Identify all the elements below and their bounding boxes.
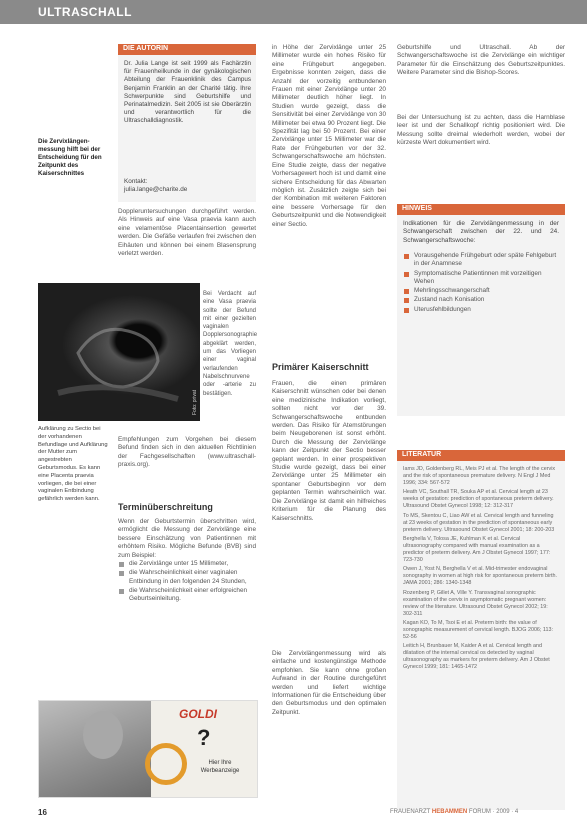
literature-entry: Iams JD, Goldenberg RL, Meis PJ et al. The length of the cervix and the risk of spontaneous premature delivery. N Engl J Med 1996; 334: 567-572 bbox=[403, 466, 556, 487]
ad-pacifier-icon bbox=[145, 743, 187, 785]
hinweis-bullet: Vorausgehende Frühgeburt oder späte Fehlgeburt in der Anamnese bbox=[403, 252, 559, 269]
hinweis-bullet: Zustand nach Konisation bbox=[403, 296, 559, 304]
termin-bullet-list bbox=[118, 560, 256, 604]
termin-bullet: die Wahrscheinlichkeit einer erfolgreichen Geburtseinleitung. bbox=[118, 587, 256, 604]
col1-wrap-text: Bei Verdacht auf eine Vasa praevia sollte der Befund mit einer gezielten vaginalen Dopplersonographie abgeklärt werden, um das Vorliegen einer vaginal verlaufenden Nabelschnurvene oder -arterie zu bestätigen. bbox=[203, 291, 258, 397]
col2-p2: Frauen, die einen primären Kaiserschnitt wünschen oder bei denen eine medizinische Indikation vorliegt, sollten nicht vor der 39. Schwangerschaftswoche entbunden werden. Das Risiko für Atemstörungen beim Neugeborenen ist sonst erhöht. Durch die Messung der Zervixlänge kann der Zeitpunkt der Sectio besser geplant werden. In einer prospektiven Studie wurde gezeigt, dass bei einer Zervixlänge unter 25 Millimeter ein spontaner Geburtsbeginn vor dem geplanten Termin wahrscheinlich war. Die Zervixlänge ist damit ein hilfreiches Kriterium für die Planung des Kaiserschnitts. bbox=[272, 380, 386, 522]
hinweis-title: HINWEIS bbox=[397, 204, 565, 215]
journal-suffix: FORUM · 2009 · 4 bbox=[468, 809, 519, 815]
literature-entry: Heath VC, Southall TR, Souka AP et al. Cervical length at 23 weeks of gestation: prediction of spontaneous preterm delivery. Ultrasound Obstet Gynecol 1998; 12: 312-317 bbox=[403, 489, 554, 510]
col1-intro: Doppleruntersuchungen durchgeführt werden. Als Hinweis auf eine Vasa praevia kann auch eine velamentöse Placentainsertion gewertet werden. Die Gefäße verlaufen frei zwischen den Eihäuten und können bei einem Blasensprung verletzt werden. bbox=[118, 208, 256, 258]
section-header bbox=[0, 0, 587, 24]
heading-terminueberschreitung: Terminüberschreitung bbox=[118, 502, 213, 512]
literature-list bbox=[403, 466, 559, 674]
ad-person-photo bbox=[39, 701, 151, 797]
journal-footer bbox=[390, 809, 518, 815]
heading-primaerer-kaiserschnitt: Primärer Kaiserschnitt bbox=[272, 362, 369, 372]
hinweis-bullet-list bbox=[403, 252, 559, 315]
ad-text: Hier Ihre Werbeanzeige bbox=[200, 760, 240, 774]
termin-bullet: die Zervixlänge unter 15 Millimeter, bbox=[118, 560, 256, 568]
ultrasound-overlay bbox=[38, 283, 200, 421]
literature-title: LITERATUR bbox=[397, 450, 565, 461]
col1-tail: Empfehlungen zum Vorgehen bei diesem Befund finden sich in den aktuellen Richtlinien der Fachgesellschaften (www.ultraschall-praxis.org). bbox=[118, 436, 256, 469]
journal-highlight: HEBAMMEN bbox=[431, 809, 468, 815]
image-caption: Aufklärung zu Sectio bei der vorhandenen Befundlage und Aufklärung der Mutter zum angestrebten Geburtsmodus. Es kann eine Placenta praevia vorliegen, die bei einer vaginalen Entbindung gefährlich werden kann. bbox=[38, 426, 108, 503]
literature-entry: Leitich H, Brunbauer M, Kaider A et al. Cervical length and dilatation of the internal cervical os detected by vaginal ultrasonography as markers for preterm delivery. Am J Obstet Gynecol 1999; 181: 1465-1472 bbox=[403, 643, 550, 671]
page-number: 16 bbox=[38, 808, 47, 817]
literature-entry: Kagan KO, To M, Tsoi E et al. Preterm birth: the value of sonographic measurement of cervical length. BJOG 2006; 113: 52-56 bbox=[403, 619, 554, 641]
col1-termin-text: Wenn der Geburtstermin überschritten wird, ermöglicht die Messung der Zervixlänge eine bessere Einschätzung von Patientinnen mit erhöhtem Risiko. Mögliche Befunde (BVB) sind zum Beispiel: bbox=[118, 518, 256, 559]
author-bio: Dr. Julia Lange ist seit 1999 als Fachärztin für Frauenheilkunde in der gynäkologischen Abteilung der Frauenklinik des Campus Benjamin Franklin an der Charité tätig. Ihre Schwerpunkte sind Geburtshilfe und Perinatalmedizin. Seit 2005 ist sie Oberärztin und verantwortlich für die Ultraschalldiagnostik. bbox=[124, 60, 251, 125]
ad-face bbox=[83, 711, 123, 759]
sidebar-caption: Die Zervixlängen-messung hilft bei der Entscheidung für den Zeitpunkt des Kaiserschnittes bbox=[38, 138, 102, 177]
literature-entry: Owen J, Yost N, Berghella V et al. Mid-trimester endovaginal sonography in women at high risk for spontaneous preterm birth. JAMA 2001; 286: 1340-1348 bbox=[403, 566, 558, 587]
author-contact-label: Kontakt: bbox=[124, 178, 148, 185]
hinweis-intro: Indikationen für die Zervixlängenmessung in der Schwangerschaft zwischen der 22. und 24. Schwangerschaftswoche: bbox=[403, 220, 559, 244]
hinweis-bullet: Symptomatische Patientinnen mit vorzeitigen Wehen bbox=[403, 270, 559, 287]
col2-p1: in Höhe der Zervixlänge unter 25 Millimeter wurde ein hohes Risiko für eine Frühgeburt angegeben. Ergebnisse konnten zeigen, dass die Anzahl der vorzeitig entbundenen Frauen mit einer Zervixlänge unter 20 Millimeter deutlich höher liegt. In Studien wurde gezeigt, dass die Sensitivität bei einer Zervixlänge von 30 Millimeter bei etwa 90 Prozent liegt. Die Spezifität lag bei 50 Prozent. Bei einer Zervixlänge unter 15 Millimeter war die Rate der Frühgeburten vor der 32. Schwangerschaftswoche am höchsten. Eine Studie zeigte, dass der negative Vorhersagewert hoch ist und damit eine sichere Entscheidung für das Abwarten möglich ist. Zusätzlich zeigte sich bei der Kombination mit weiteren Faktoren eine bessere Vorhersage für den Geburtszeitpunkt und die Notwendigkeit einer Sectio. bbox=[272, 44, 386, 228]
author-box-title: DIE AUTORIN bbox=[118, 44, 256, 55]
advertisement[interactable] bbox=[38, 700, 258, 798]
author-email[interactable]: julia.lange@charite.de bbox=[124, 186, 188, 193]
literature-box bbox=[397, 450, 565, 810]
hinweis-bullet: Uterusfehlbildungen bbox=[403, 306, 559, 314]
literature-entry: Berghella V, Tolosa JE, Kuhlman K et al. Cervical ultrasonography compared with manual examination as a predictor of preterm delivery. Am J Obstet Gynecol 1997; 177: 723-730 bbox=[403, 535, 551, 564]
journal-prefix: FRAUENARZT bbox=[390, 809, 431, 815]
col2-p3: Die Zervixlängenmessung wird als einfache und kostengünstige Methode empfohlen. Sie kann ohne großen Aufwand in der Routine durchgeführt werden und liefert wichtige Informationen für die Entscheidung über den Geburtsmodus und den optimalen Zeitpunkt. bbox=[272, 650, 386, 716]
ultrasound-image bbox=[38, 283, 200, 421]
col3-p1: Geburtshilfe und Ultraschall. Ab der Schwangerschaftswoche ist die Zervixlänge ein wichtiger Parameter für die Einschätzung des Geburtszeitpunktes. Weitere Parameter sind die Bishop-Scores. bbox=[397, 44, 565, 77]
termin-bullet: die Wahrscheinlichkeit einer vaginalen Entbindung in den folgenden 24 Stunden, bbox=[118, 569, 256, 586]
literature-entry: To MS, Skentou C, Liao AW et al. Cervical length and funneling at 23 weeks of gestation in the prediction of spontaneous early preterm delivery. Ultrasound Obstet Gynecol 2001; 18: 200-203 bbox=[403, 512, 555, 533]
hinweis-bullet: Mehrlingsschwangerschaft bbox=[403, 287, 559, 295]
photo-credit: Foto: privat bbox=[192, 389, 198, 415]
ad-symbol: ? bbox=[197, 725, 211, 750]
ad-brand: GOLDI bbox=[179, 707, 217, 721]
col3-p2: Bei der Untersuchung ist zu achten, dass die Harnblase leer ist und der Schallkopf richtig positioniert wird. Die Messung sollte dreimal wiederholt werden, wobei der kürzeste Wert dokumentiert wird. bbox=[397, 114, 565, 147]
literature-entry: Rozenberg P, Gillet A, Ville Y. Transvaginal sonographic examination of the cervix in asymptomatic pregnant women: review of the literature. Ultrasound Obstet Gynecol 2002; 19: 302-311 bbox=[403, 589, 548, 617]
section-title: ULTRASCHALL bbox=[38, 5, 132, 19]
